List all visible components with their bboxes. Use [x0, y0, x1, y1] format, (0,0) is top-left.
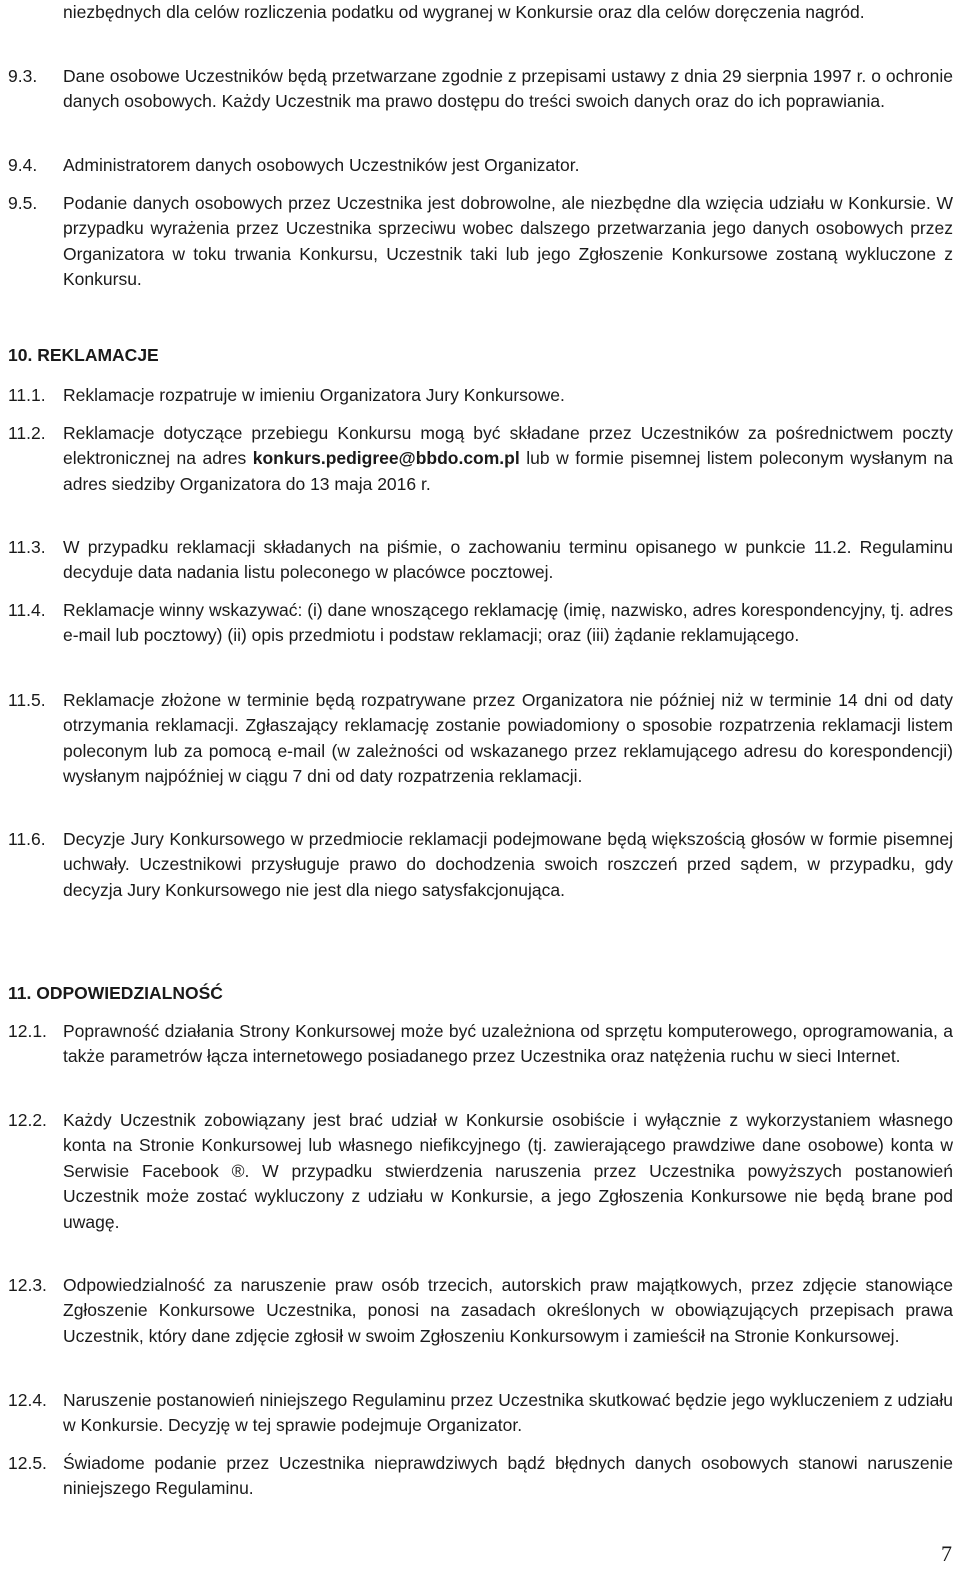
clause-number: 11.1.	[8, 385, 46, 405]
clause-text: Każdy Uczestnik zobowiązany jest brać udział w Konkursie osobiście i wyłącznie z wykorzystaniem własnego konta na Stronie Konkursowej lub własnego niefikcyjnego (tj. zawierającego prawdziwe dane osobowe) konta w Serwisie Facebook ®. W przypadku stwierdzenia naruszenia przez Uczestnika powyższych postanowień Uczestnik może zostać wykluczony z udziału w Konkursie, a jego Zgłoszenia Konkursowe nie będą brane pod uwagę.	[63, 1110, 953, 1232]
clause-number: 11.5.	[8, 690, 46, 710]
clause-text	[63, 421, 953, 497]
clause-text: Reklamacje rozpatruje w imieniu Organizatora Jury Konkursowe.	[63, 385, 565, 405]
clause-text: Naruszenie postanowień niniejszego Regulaminu przez Uczestnika skutkować będzie jego wykluczeniem z udziału w Konkursie. Decyzję w tej sprawie podejmuje Organizator.	[63, 1390, 953, 1436]
clause-number: 9.5.	[8, 193, 38, 213]
clause-number: 11.6.	[8, 829, 46, 849]
clause-number: 9.3.	[8, 66, 38, 86]
clause-number: 11.2.	[8, 423, 46, 443]
clause-text: Decyzje Jury Konkursowego w przedmiocie reklamacji podejmowane będą większością głosów w formie pisemnej uchwały. Uczestnikowi przysługuje prawo do dochodzenia swoich roszczeń przed sądem, w przypadku, gdy decyzja Jury Konkursowego nie jest dla niego satysfakcjonująca.	[63, 829, 953, 900]
clause-number: 12.5.	[8, 1453, 47, 1473]
section-heading-odpowiedzialnosc: 11. ODPOWIEDZIALNOŚĆ	[8, 983, 223, 1003]
clause-text: Reklamacje złożone w terminie będą rozpatrywane przez Organizatora nie później niż w terminie 14 dni od daty otrzymania reklamacji. Zgłaszający reklamację zostanie powiadomiony o sposobie rozpatrzenia reklamacji listem poleconym lub za pomocą e-mail (w zależności od wskazanego przez reklamującego adresu do korespondencji) wysłanym najpóźniej w ciągu 7 dni od daty rozpatrzenia reklamacji.	[63, 690, 953, 787]
clause-number: 11.4.	[8, 600, 46, 620]
clause-text: Odpowiedzialność za naruszenie praw osób trzecich, autorskich praw majątkowych, przez zdjęcie stanowiące Zgłoszenie Konkursowe Uczestnika, ponosi na zasadach określonych w obowiązujących przepisach prawa Uczestnik, który dane zdjęcie zgłosił w swoim Zgłoszeniu Konkursowym i zamieścił na Stronie Konkursowej.	[63, 1275, 953, 1346]
clause-text-before: Reklamacje dotyczące przebiegu Konkursu mogą być składane przez Uczestników za pośrednictwem poczty elektronicznej na adres	[63, 423, 953, 469]
clause-number: 9.4.	[8, 155, 38, 175]
clause-text: Poprawność działania Strony Konkursowej może być uzależniona od sprzętu komputerowego, oprogramowania, a także parametrów łącza internetowego posiadanego przez Uczestnika oraz natężenia ruchu w sieci Internet.	[63, 1021, 953, 1067]
clause-text: Dane osobowe Uczestników będą przetwarzane zgodnie z przepisami ustawy z dnia 29 sierpnia 1997 r. o ochronie danych osobowych. Każdy Uczestnik ma prawo dostępu do treści swoich danych oraz do ich poprawiania.	[63, 66, 953, 112]
contact-email[interactable]: konkurs.pedigree@bbdo.com.pl	[252, 448, 520, 469]
clause-text: Podanie danych osobowych przez Uczestnika jest dobrowolne, ale niezbędne dla wzięcia udziału w Konkursie. W przypadku wyrażenia przez Uczestnika sprzeciwu wobec dalszego przetwarzania jego danych osobowych przez Organizatora w toku trwania Konkursu, Uczestnik taki lub jego Zgłoszenie Konkursowe zostaną wykluczone z Konkursu.	[63, 193, 953, 290]
section-heading-reklamacje: 10. REKLAMACJE	[8, 345, 159, 365]
clause-number: 11.3.	[8, 537, 46, 557]
clause-number: 12.1.	[8, 1021, 47, 1041]
intro-text: niezbędnych dla celów rozliczenia podatku od wygranej w Konkursie oraz dla celów doręczenia nagród.	[63, 2, 865, 22]
clause-text: Administratorem danych osobowych Uczestników jest Organizator.	[63, 155, 580, 175]
clause-text: Świadome podanie przez Uczestnika nieprawdziwych bądź błędnych danych osobowych stanowi naruszenie niniejszego Regulaminu.	[63, 1453, 953, 1499]
clause-number: 12.4.	[8, 1390, 47, 1410]
page-number: 7	[941, 1541, 952, 1566]
clause-number: 12.2.	[8, 1110, 47, 1130]
clause-text-after: lub w formie pisemnej listem poleconym wysłanym na adres siedziby Organizatora do 13 maja 2016 r.	[63, 448, 953, 494]
clause-text: Reklamacje winny wskazywać: (i) dane wnoszącego reklamację (imię, nazwisko, adres korespondencyjny, tj. adres e-mail lub pocztowy) (ii) opis przedmiotu i podstaw reklamacji; oraz (iii) żądanie reklamującego.	[63, 600, 953, 646]
clause-number: 12.3.	[8, 1275, 47, 1295]
clause-text: W przypadku reklamacji składanych na piśmie, o zachowaniu terminu opisanego w punkcie 11.2. Regulaminu decyduje data nadania listu poleconego w placówce pocztowej.	[63, 537, 953, 583]
